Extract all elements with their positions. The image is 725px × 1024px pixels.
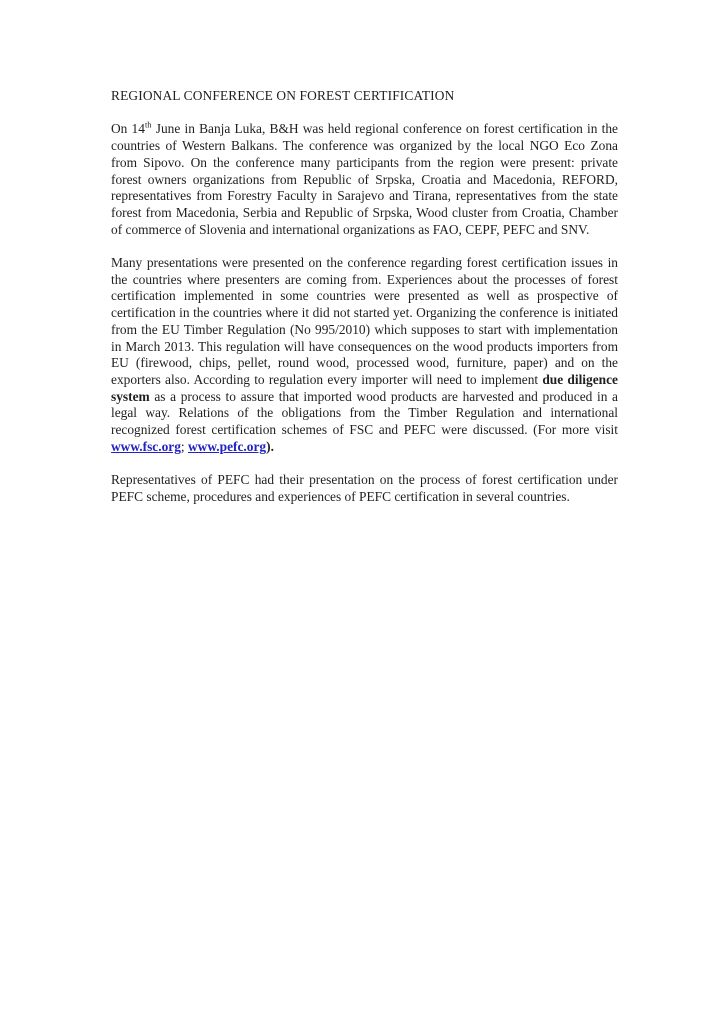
text-run: Many presentations were presented on the conference regarding forest certification issues in the countries where presenters are coming from. Experiences about the processes of forest certification implemented in some countries were presented as well as prospective of certification in the countries where it did not started yet. Organizing the conference is initiated from the EU Timber Regulation (No 995/2010) which supposes to start with implementation in March 2013. This regulation will have consequences on the wood products importers from EU (firewood, chips, pellet, round wood, processed wood, furniture, paper) and on the exporters also. According to regulation every importer will need to implement xyxy=(111,255,618,387)
link-www-fsc-org[interactable]: www.fsc.org xyxy=(111,438,181,454)
paragraph-presentations-regulation xyxy=(111,255,618,455)
bold-text-run: due diligence system xyxy=(111,371,618,404)
document-content xyxy=(111,88,618,522)
text-run: Representatives of PEFC had their presentation on the process of forest certification under PEFC scheme, procedures and experiences of PEFC certification in several countries. xyxy=(111,472,618,504)
text-run: ; xyxy=(180,438,188,454)
document-body xyxy=(111,121,618,505)
text-run: On 14 xyxy=(111,121,145,137)
link-www-pefc-org[interactable]: www.pefc.org xyxy=(188,438,267,454)
bold-text-run: ). xyxy=(266,438,274,454)
paragraph-pefc-presentation xyxy=(111,472,618,505)
document-title: REGIONAL CONFERENCE ON FOREST CERTIFICATION xyxy=(111,88,455,103)
text-run: June in Banja Luka, B&H was held regional conference on forest certification in the countries of Western Balkans. The conference was organized by the local NGO Eco Zona from Sipovo. On the conference many participants from the region were present: private forest owners organizations from Republic of Srpska, Croatia and Macedonia, REFORD, representatives from Forestry Faculty in Sarajevo and Tirana, representatives from the state forest from Macedonia, Serbia and Republic of Srpska, Wood cluster from Croatia, Chamber of commerce of Slovenia and international organizations as FAO, CEPF, PEFC and SNV. xyxy=(111,121,618,237)
paragraph-conference-intro xyxy=(111,121,618,238)
text-run: as a process to assure that imported wood products are harvested and produced in a legal way. Relations of the obligations from the Timber Regulation and international recognized forest certification schemes of FSC and PEFC were discussed. (For more visit xyxy=(111,388,618,438)
superscript-ordinal: th xyxy=(144,119,152,130)
